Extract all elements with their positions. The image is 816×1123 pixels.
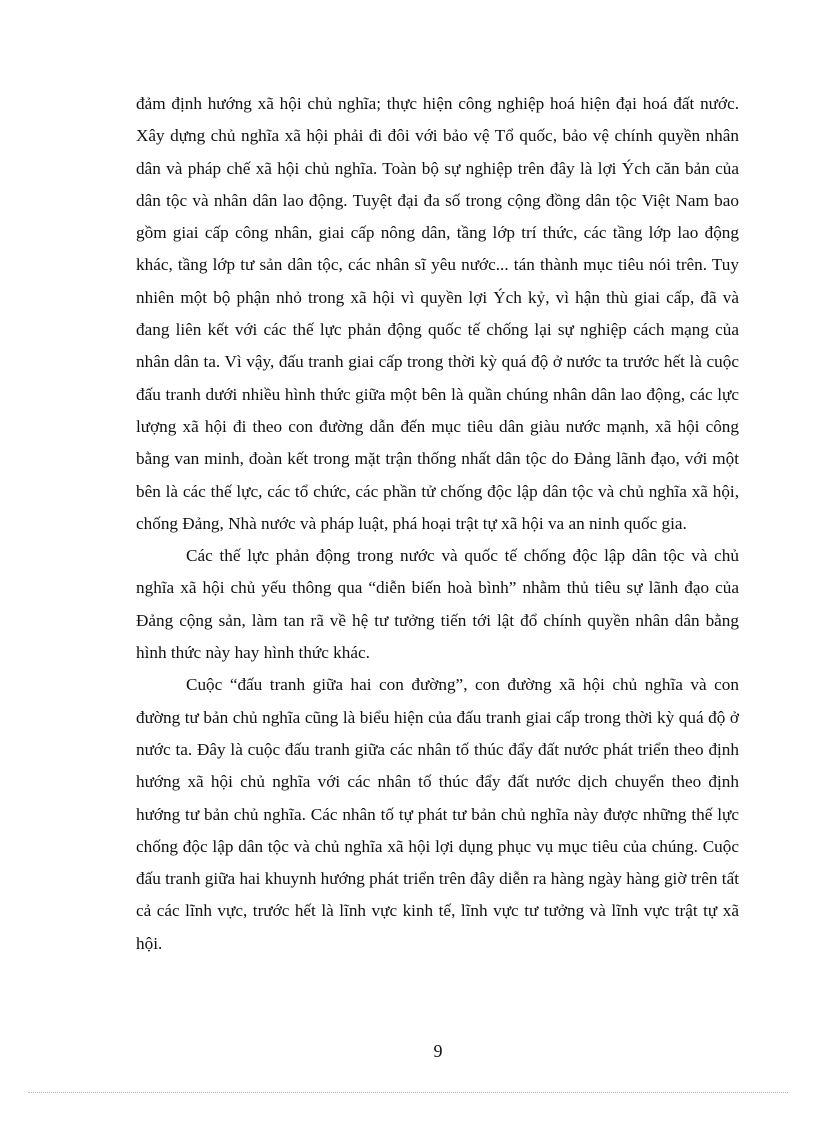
paragraph-reactionary-forces: Các thế lực phản động trong nước và quốc tế chống độc lập dân tộc và chủ nghĩa xã hội chủ yếu thông qua “diễn biến hoà bình” nhằm thủ tiêu sự lãnh đạo của Đảng cộng sản, làm tan rã về hệ tư tưởng tiến tới lật đổ chính quyền nhân dân bằng hình thức này hay hình thức khác. xyxy=(136,546,739,663)
footer-divider xyxy=(28,1092,788,1093)
paragraph-continued: đảm định hướng xã hội chủ nghĩa; thực hiện công nghiệp hoá hiện đại hoá đất nước. Xây dựng chủ nghĩa xã hội phải đi đôi với bảo vệ Tổ quốc, bảo vệ chính quyền nhân dân và pháp chế xã hội chủ nghĩa. Toàn bộ sự nghiệp trên đây là lợi Ých căn bản của dân tộc và nhân dân lao động. Tuyệt đại đa số trong cộng đồng dân tộc Việt Nam bao gồm giai cấp công nhân, giai cấp nông dân, tầng lớp trí thức, các tầng lớp lao động khác, tầng lớp tư sản dân tộc, các nhân sĩ yêu nước... tán thành mục tiêu nói trên. Tuy nhiên một bộ phận nhỏ trong xã hội vì quyền lợi Ých kỷ, vì hận thù giai cấp, đã và đang liên kết với các thế lực phản động quốc tế chống lại sự nghiệp cách mạng của nhân dân ta. Vì vậy, đấu tranh giai cấp trong thời kỳ quá độ ở nước ta trước hết là cuộc đấu tranh dưới nhiều hình thức giữa một bên là quần chúng nhân dân lao động, các lực lượng xã hội đi theo con đường dẫn đến mục tiêu dân giàu nước mạnh, xã hội công bằng van minh, đoàn kết trong mặt trận thống nhất dân tộc do Đảng lãnh đạo, với một bên là các thế lực, các tổ chức, các phần tử chống độc lập dân tộc và chủ nghĩa xã hội, chống Đảng, Nhà nước và pháp luật, phá hoại trật tự xã hội va an ninh quốc gia. xyxy=(136,94,739,533)
paragraph-two-paths: Cuộc “đấu tranh giữa hai con đường”, con đường xã hội chủ nghĩa và con đường tư bản chủ nghĩa cũng là biểu hiện của đấu tranh giai cấp trong thời kỳ quá độ ở nước ta. Đây là cuộc đấu tranh giữa các nhân tố thúc đẩy đất nước phát triển theo định hướng xã hội chủ nghĩa với các nhân tố thúc đẩy đất nước dịch chuyển theo định hướng tư bản chủ nghĩa. Các nhân tố tự phát tư bản chủ nghĩa này được những thế lực chống độc lập dân tộc và chủ nghĩa xã hội lợi dụng phục vụ mục tiêu của chúng. Cuộc đấu tranh giữa hai khuynh hướng phát triển trên đây diễn ra hàng ngày hàng giờ trên tất cả các lĩnh vực, trước hết là lĩnh vực kinh tế, lĩnh vực tư tưởng và lĩnh vực trật tự xã hội. xyxy=(136,675,739,953)
body-text xyxy=(136,88,739,960)
page-number: 9 xyxy=(433,1041,443,1061)
